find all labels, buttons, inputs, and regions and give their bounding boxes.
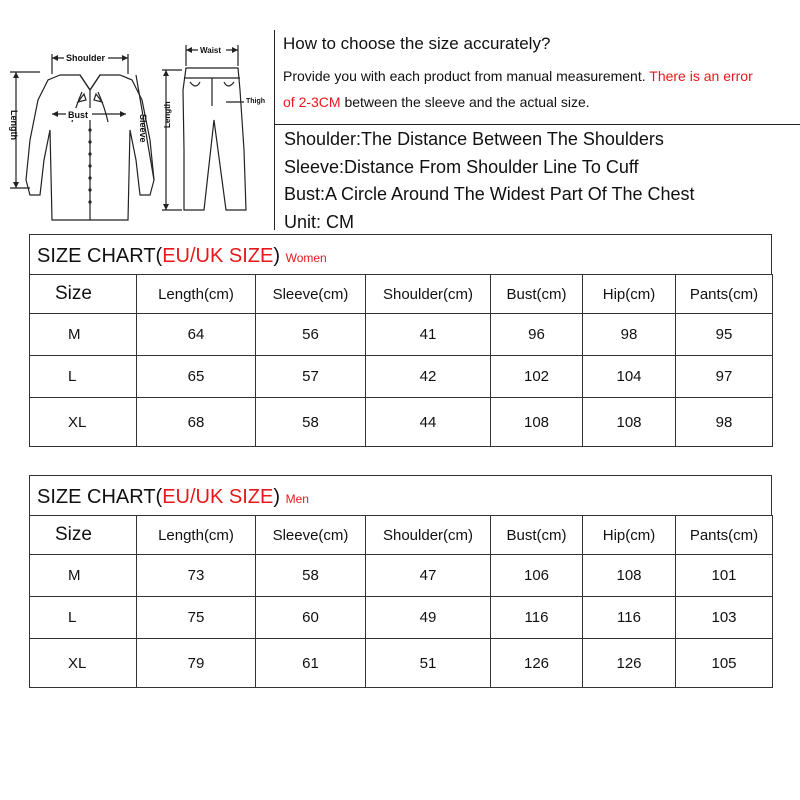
- length-label: Length: [9, 110, 19, 140]
- cell-hip: 108: [583, 555, 676, 597]
- sleeve-label: Sleeve: [138, 114, 148, 143]
- cell-hip: 98: [583, 314, 676, 356]
- men-size-chart: [29, 475, 772, 688]
- table-row: [30, 314, 773, 356]
- women-chart-title: [29, 234, 772, 274]
- cell-length: 65: [137, 356, 256, 398]
- title-prefix: SIZE CHART(: [37, 486, 163, 508]
- header-bust: Bust(cm): [491, 275, 583, 314]
- cell-bust: 106: [491, 555, 583, 597]
- info-question: How to choose the size accurately?: [283, 34, 551, 53]
- title-suffix: ): [273, 245, 281, 267]
- info-line-2-warning: of 2-3CM: [283, 94, 341, 110]
- definition-sleeve: Sleeve:Distance From Shoulder Line To Cuff: [284, 156, 639, 177]
- shoulder-label: Shoulder: [66, 53, 106, 63]
- cell-bust: 96: [491, 314, 583, 356]
- pants-outline: [183, 68, 246, 210]
- table-row: [30, 398, 773, 447]
- title-region: EU/UK SIZE: [162, 486, 274, 508]
- title-gender: Men: [285, 492, 309, 506]
- table-header-row: [30, 516, 773, 555]
- measurement-diagram: [0, 30, 272, 230]
- cell-hip: 108: [583, 398, 676, 447]
- table-header-row: [30, 275, 773, 314]
- cell-length: 64: [137, 314, 256, 356]
- info-line-1: [283, 68, 753, 84]
- cell-sleeve: 57: [256, 356, 366, 398]
- cell-size: M: [30, 555, 137, 597]
- cell-hip: 116: [583, 597, 676, 639]
- pants-length-label: Length: [163, 101, 172, 128]
- info-line-1-warning: There is an error: [649, 68, 753, 84]
- info-line-1-text: Provide you with each product from manual measurement.: [283, 68, 646, 84]
- cell-hip: 126: [583, 639, 676, 688]
- cell-size: XL: [30, 398, 137, 447]
- cell-pants: 101: [676, 555, 773, 597]
- header-pants: Pants(cm): [676, 516, 773, 555]
- header-shoulder: Shoulder(cm): [366, 516, 491, 555]
- definition-unit: Unit: CM: [284, 211, 355, 232]
- title-region: EU/UK SIZE: [162, 245, 274, 267]
- title-gender: Women: [285, 251, 327, 265]
- cell-bust: 108: [491, 398, 583, 447]
- cell-shoulder: 47: [366, 555, 491, 597]
- cell-shoulder: 44: [366, 398, 491, 447]
- cell-pants: 97: [676, 356, 773, 398]
- header-shoulder: Shoulder(cm): [366, 275, 491, 314]
- table-row: [30, 639, 773, 688]
- cell-length: 79: [137, 639, 256, 688]
- cell-sleeve: 60: [256, 597, 366, 639]
- title-suffix: ): [273, 486, 281, 508]
- table-row: [30, 356, 773, 398]
- men-size-table: [29, 515, 773, 688]
- cell-sleeve: 58: [256, 555, 366, 597]
- women-size-chart: [29, 234, 772, 447]
- cell-length: 73: [137, 555, 256, 597]
- header-size: Size: [30, 516, 137, 555]
- cell-pants: 98: [676, 398, 773, 447]
- header-hip: Hip(cm): [583, 516, 676, 555]
- cell-bust: 102: [491, 356, 583, 398]
- table-row: [30, 555, 773, 597]
- cell-sleeve: 56: [256, 314, 366, 356]
- cell-size: L: [30, 597, 137, 639]
- measurement-illustration: [0, 30, 272, 230]
- definition-shoulder: Shoulder:The Distance Between The Shoulders: [284, 129, 664, 149]
- header-length: Length(cm): [137, 275, 256, 314]
- header-size: Size: [30, 275, 137, 314]
- cell-pants: 103: [676, 597, 773, 639]
- header-length: Length(cm): [137, 516, 256, 555]
- cell-sleeve: 61: [256, 639, 366, 688]
- header-pants: Pants(cm): [676, 275, 773, 314]
- cell-bust: 126: [491, 639, 583, 688]
- header-hip: Hip(cm): [583, 275, 676, 314]
- cell-size: M: [30, 314, 137, 356]
- women-size-table: [29, 274, 773, 447]
- cell-bust: 116: [491, 597, 583, 639]
- cell-size: L: [30, 356, 137, 398]
- cell-shoulder: 41: [366, 314, 491, 356]
- cell-pants: 95: [676, 314, 773, 356]
- cell-size: XL: [30, 639, 137, 688]
- title-prefix: SIZE CHART(: [37, 245, 163, 267]
- header-bust: Bust(cm): [491, 516, 583, 555]
- info-line-2: [283, 94, 590, 110]
- definition-bust: Bust:A Circle Around The Widest Part Of The Chest: [284, 184, 695, 204]
- bust-label: Bust: [68, 110, 88, 120]
- cell-length: 68: [137, 398, 256, 447]
- table-row: [30, 597, 773, 639]
- cell-shoulder: 42: [366, 356, 491, 398]
- cell-sleeve: 58: [256, 398, 366, 447]
- men-chart-title: [29, 475, 772, 515]
- cell-length: 75: [137, 597, 256, 639]
- blouse-outline: [26, 75, 154, 220]
- cell-hip: 104: [583, 356, 676, 398]
- info-line-2-text: between the sleeve and the actual size.: [344, 94, 590, 110]
- thigh-label: Thigh: [246, 98, 266, 105]
- cell-shoulder: 49: [366, 597, 491, 639]
- cell-shoulder: 51: [366, 639, 491, 688]
- cell-pants: 105: [676, 639, 773, 688]
- definitions: [284, 126, 695, 236]
- divider-vertical: [274, 30, 275, 230]
- waist-label: Waist: [200, 46, 222, 55]
- header-sleeve: Sleeve(cm): [256, 516, 366, 555]
- divider-horizontal: [274, 124, 800, 125]
- header-sleeve: Sleeve(cm): [256, 275, 366, 314]
